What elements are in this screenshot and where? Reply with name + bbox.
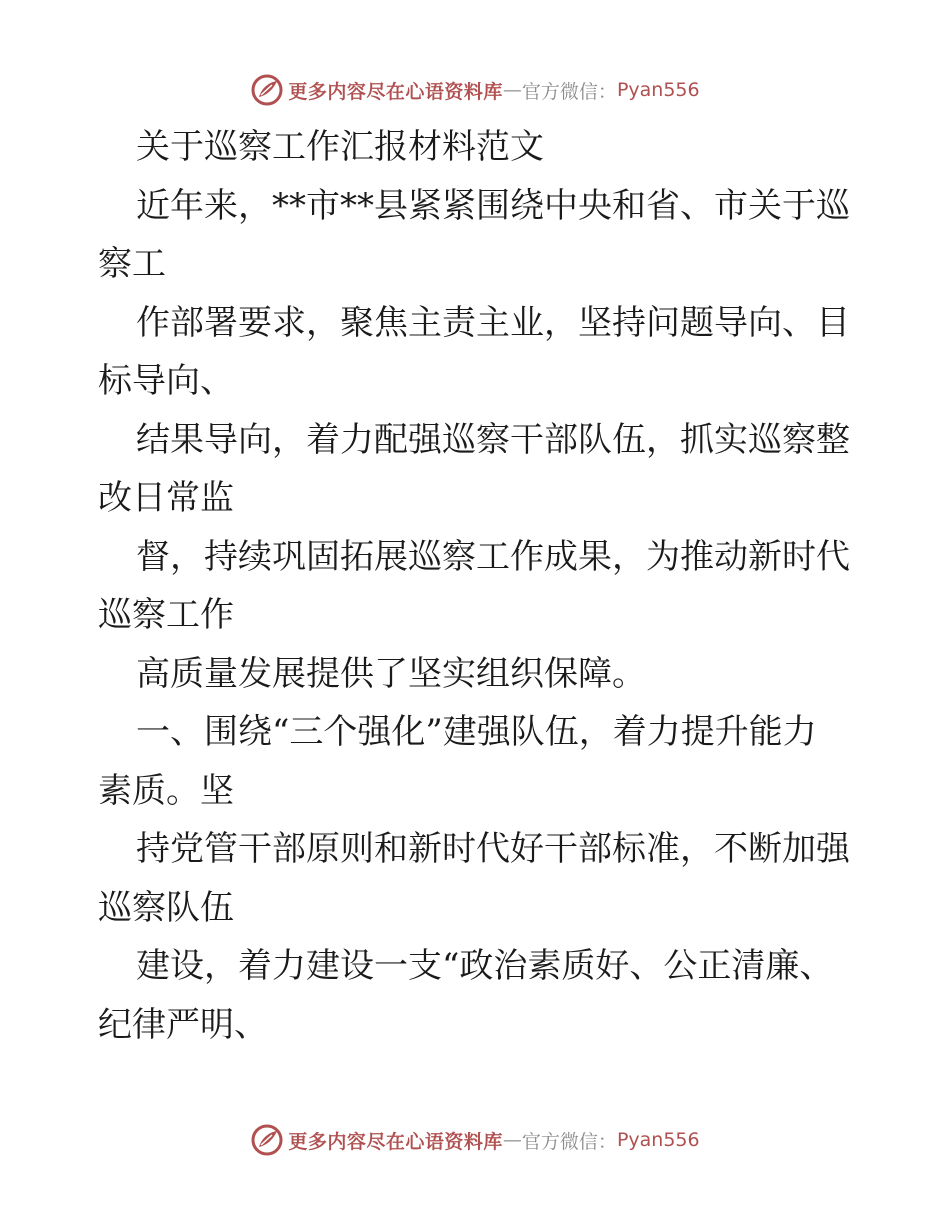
watermark-dash: — bbox=[502, 79, 522, 101]
footer-watermark bbox=[0, 1120, 950, 1160]
text-line: 近年来，**市**县紧紧围绕中央和省、市关于巡 bbox=[136, 185, 850, 226]
watermark-main-text: 更多内容尽在心语资料库 bbox=[288, 80, 503, 103]
text-line: 高质量发展提供了坚实组织保障。 bbox=[136, 653, 646, 694]
header-watermark bbox=[0, 70, 950, 110]
watermark-dash: — bbox=[502, 1129, 522, 1151]
text-line: 纪律严明、 bbox=[98, 1004, 268, 1045]
watermark-main-text: 更多内容尽在心语资料库 bbox=[288, 1130, 503, 1153]
text-line: 结果导向，着力配强巡察干部队伍，抓实巡察整 bbox=[136, 419, 850, 460]
text-line: 改日常监 bbox=[98, 478, 234, 518]
stylized-leaf-logo-icon bbox=[250, 1123, 284, 1157]
watermark-sub-text: 官方微信： bbox=[521, 80, 617, 103]
watermark-account: Pyan556 bbox=[616, 1129, 700, 1151]
text-line: 察工 bbox=[98, 244, 166, 284]
text-line: 素质。坚 bbox=[98, 770, 234, 811]
text-line: 巡察工作 bbox=[98, 595, 234, 635]
text-line: 督，持续巩固拓展巡察工作成果，为推动新时代 bbox=[136, 536, 850, 577]
text-line: 巡察队伍 bbox=[98, 887, 234, 928]
watermark-sub-text: 官方微信： bbox=[521, 1130, 617, 1153]
text-line: 标导向、 bbox=[98, 361, 234, 401]
stylized-leaf-logo-icon bbox=[250, 73, 284, 107]
text-line: 作部署要求，聚焦主责主业，坚持问题导向、目 bbox=[136, 302, 850, 343]
watermark-account: Pyan556 bbox=[616, 79, 700, 101]
text-line: 持党管干部原则和新时代好干部标准，不断加强 bbox=[136, 829, 850, 869]
section-heading-line: 一、围绕“三个强化”建强队伍，着力提升能力 bbox=[136, 712, 817, 752]
document-body bbox=[98, 118, 858, 1054]
document-title: 关于巡察工作汇报材料范文 bbox=[136, 127, 544, 167]
text-line: 建设，着力建设一支“政治素质好、公正清廉、 bbox=[136, 946, 834, 986]
